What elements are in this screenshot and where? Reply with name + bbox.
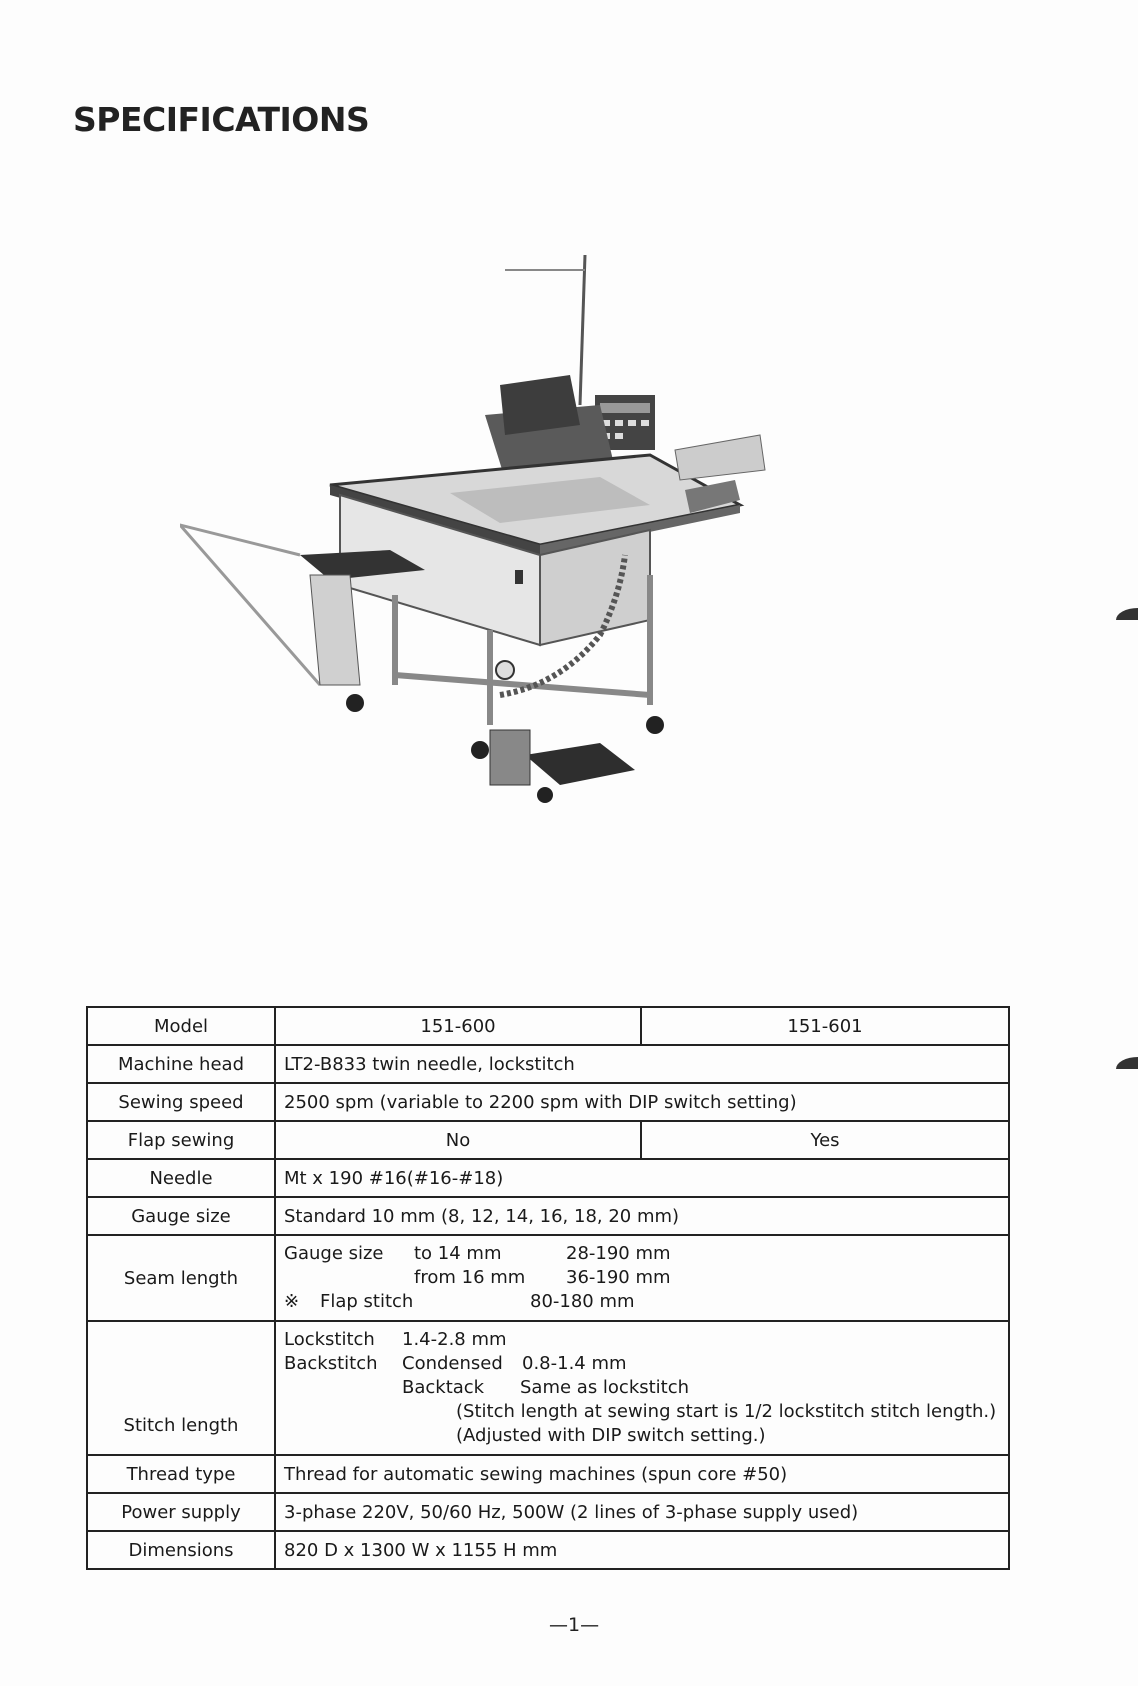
flap-sewing-b: Yes	[641, 1121, 1009, 1159]
seam-to-14: to 14 mm	[414, 1243, 502, 1264]
sewing-machine-image	[180, 255, 880, 875]
needle-value: Mt x 190 #16(#16-#18)	[275, 1159, 1009, 1197]
table-row	[87, 1045, 1009, 1083]
stitch-note-1: (Stitch length at sewing start is 1/2 lockstitch stitch length.)	[456, 1401, 997, 1422]
stitch-condensed: Condensed	[402, 1353, 503, 1374]
stitch-backtack: Backtack	[402, 1377, 485, 1398]
stitch-backtack-value: Same as lockstitch	[520, 1377, 690, 1398]
power-supply-value: 3-phase 220V, 50/60 Hz, 500W (2 lines of 3-phase supply used)	[275, 1493, 1009, 1531]
table-row	[87, 1083, 1009, 1121]
seam-length-label: Seam length	[87, 1235, 275, 1321]
seam-from-16: from 16 mm	[414, 1267, 526, 1288]
specifications-table	[86, 1006, 1010, 1570]
gauge-size-value: Standard 10 mm (8, 12, 14, 16, 18, 20 mm)	[275, 1197, 1009, 1235]
model-label: Model	[87, 1007, 275, 1045]
seam-line-2	[284, 1266, 1000, 1290]
power-supply-label: Power supply	[87, 1493, 275, 1531]
needle-label: Needle	[87, 1159, 275, 1197]
page-edge-mark	[1116, 608, 1138, 620]
model-a: 151-600	[275, 1007, 641, 1045]
stitch-length-label: Stitch length	[87, 1321, 275, 1455]
seam-line-1	[284, 1242, 1000, 1266]
seam-line-3	[284, 1290, 1000, 1314]
seam-gauge-label: Gauge size	[284, 1243, 384, 1264]
dimensions-label: Dimensions	[87, 1531, 275, 1569]
stitch-line-4	[284, 1400, 1000, 1424]
stitch-lockstitch: Lockstitch	[284, 1329, 375, 1350]
table-row	[87, 1235, 1009, 1321]
stitch-backstitch: Backstitch	[284, 1353, 378, 1374]
table-row	[87, 1121, 1009, 1159]
flap-sewing-a: No	[275, 1121, 641, 1159]
table-row	[87, 1531, 1009, 1569]
table-row	[87, 1159, 1009, 1197]
table-row	[87, 1321, 1009, 1455]
flap-sewing-label: Flap sewing	[87, 1121, 275, 1159]
note-mark-icon: ※	[284, 1291, 300, 1312]
seam-flap-range: 80-180 mm	[530, 1291, 635, 1312]
stitch-line-2	[284, 1352, 1000, 1376]
stitch-line-5	[284, 1424, 1000, 1448]
gauge-size-label: Gauge size	[87, 1197, 275, 1235]
page-title: SPECIFICATIONS	[73, 100, 370, 139]
sewing-speed-value: 2500 spm (variable to 2200 spm with DIP switch setting)	[275, 1083, 1009, 1121]
page-number: —1—	[549, 1614, 600, 1636]
dimensions-value: 820 D x 1300 W x 1155 H mm	[275, 1531, 1009, 1569]
stitch-condensed-range: 0.8-1.4 mm	[522, 1353, 627, 1374]
seam-to-14-range: 28-190 mm	[566, 1243, 671, 1264]
thread-type-label: Thread type	[87, 1455, 275, 1493]
model-b: 151-601	[641, 1007, 1009, 1045]
thread-type-value: Thread for automatic sewing machines (spun core #50)	[275, 1455, 1009, 1493]
seam-length-value	[275, 1235, 1009, 1321]
table-row	[87, 1455, 1009, 1493]
table-row	[87, 1493, 1009, 1531]
seam-from-16-range: 36-190 mm	[566, 1267, 671, 1288]
page-edge-mark	[1116, 1057, 1138, 1069]
machine-head-label: Machine head	[87, 1045, 275, 1083]
stitch-lockstitch-range: 1.4-2.8 mm	[402, 1329, 507, 1350]
stitch-line-3	[284, 1376, 1000, 1400]
table-row	[87, 1007, 1009, 1045]
machine-head-value: LT2-B833 twin needle, lockstitch	[275, 1045, 1009, 1083]
stitch-note-2: (Adjusted with DIP switch setting.)	[456, 1425, 766, 1446]
stitch-length-value	[275, 1321, 1009, 1455]
seam-flap-stitch: Flap stitch	[320, 1291, 414, 1312]
stitch-line-1	[284, 1328, 1000, 1352]
table-row	[87, 1197, 1009, 1235]
sewing-speed-label: Sewing speed	[87, 1083, 275, 1121]
